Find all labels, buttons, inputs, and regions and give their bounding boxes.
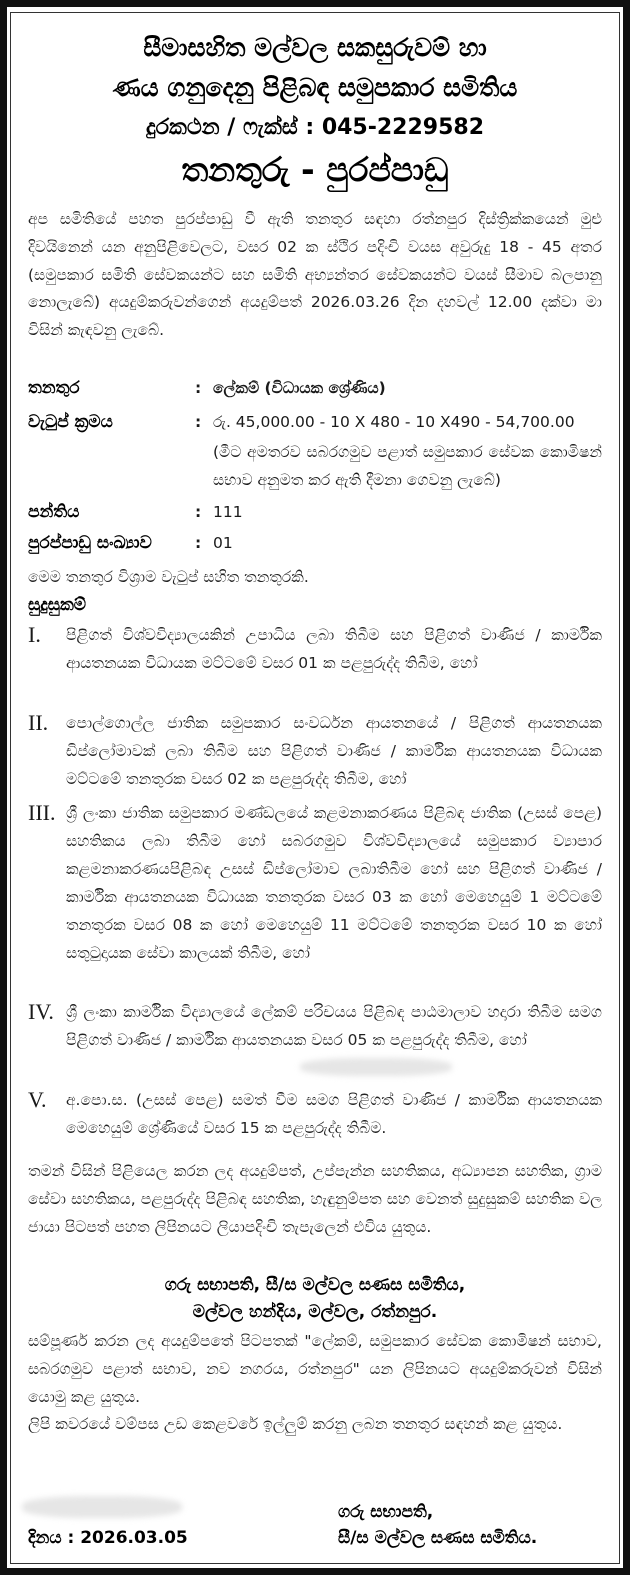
item-text: අ.පො.ස. (උසස් පෙළ) සමත් වීම සමග පිළිගත් වාණිජ / කාර්මික ආයතනයක මෙහෙයුම් ශ්‍රේණියේ වසර 15 ක පළපුරුද්ද තිබීම.	[66, 1091, 602, 1137]
date: දිනය : 2026.03.05	[28, 1528, 188, 1548]
item-text: පොල්ගොල්ල ජාතික සමුපකාර සංවර්ධන ආයතනයේ / පිළිගත් ආයතනයක ඩිප්ලෝමාවක් ලබා තිබීම සහ පිළිගත් වාණිජ / කාර්මික ආයතනයක විධායක මට්ටමේ තනතුරක වසර 02 ක පළපුරුද්ද තිබීම, හෝ	[66, 714, 602, 788]
item-text: පිළිගත් විශ්වවිද්‍යාලයකින් උපාධිය ලබා තිබීම සහ පිළිගත් වාණිජ / කාර්මික ආයතනයක විධායක මට්ටමේ වසර 01 ක පළපුරුද්ද තිබීම, හෝ	[66, 626, 602, 672]
org-name-line2: ණය ගනුදෙනු පිළිබඳ සමුපකාර සමිතිය	[112, 73, 518, 102]
item-number: II.	[28, 710, 49, 735]
item-number: I.	[28, 622, 41, 647]
address-line2: මල්වල හන්දිය, මල්වල, රත්නපුර.	[192, 1302, 438, 1322]
item-number: V.	[28, 1087, 47, 1112]
post-label: තනතුර	[28, 378, 80, 398]
address-line1: ගරු සභාපති, සී/ස මල්වල සණස සමිතිය,	[164, 1275, 466, 1295]
redacted-signature-blur	[22, 1496, 182, 1518]
colon: :	[195, 379, 202, 397]
post-row	[28, 374, 602, 402]
item-text: ශ්‍රී ලංකා ජාතික සමුපකාර මණ්ඩලයේ කළමනාකරණය පිළිබඳ ජාතික (උසස් පෙළ) සහතිකය ලබා තිබීම හෝ සබරගමුව විශ්වවිද්‍යාලයේ සමුපකාර ව්‍යාපාර කළමනාකරණයපිළිබඳ උසස් ඩිප්ලෝමාව ලබාතිබීම හෝ සහ පිළිගත් වාණිජ / කාර්මික ආයතනයක විධායක තනතුරක වසර 03 ක හෝ මෙහෙයුම් 1 මට්ටමේ තනතුරක වසර 08 ක හෝ මෙහෙයුම් 11 මට්ටමේ තනතුරක වසර 10 ක හෝ සතුටුදායක සේවා කාලයක් තිබීම, හෝ	[66, 804, 602, 962]
salary-row	[28, 408, 602, 498]
vacancies-label: පුරප්පාඩු සංඛ්‍යාව	[28, 533, 152, 553]
intro-paragraph: අප සමිතියේ පහත පුරප්පාඩු වී ඇති තනතුර සඳහා රත්නපුර දිස්ත්‍රික්කයෙන් මුළු දිවයිනෙන් යන අනුපිළිවෙලට, වසර 02 ක ස්ථිර පදිංචි වයස අවුරුදු 18 - 45 අතර (සමුපකාර සමිති සේවකයන්ට සහ සමිති අභ්‍යන්තර සේවකයන්ට වයස් සීමාව බලපානු නොලැබේ) අයදුම්කරුවන්ගෙන් අයදුම්පත් 2026.03.26 දින දහවල් 12.00 දක්වා මා විසින් කැඳවනු ලැබේ.	[28, 210, 602, 340]
copy-note: සම්පූර්ණ කරන ලද අයදුම්පතේ පිටපතක් "ලේකම්, සමුපකාර සේවක කොමිෂන් සභාව, සබරගමුව පළාත් සභාව, නව නගරය, රත්නපුර" යන ලිපිනයට අයදුම්කරුවන් විසින් යොමු කළ යුතුය.	[28, 1332, 602, 1406]
redacted-blur	[300, 1058, 452, 1076]
envelope-note: ලිපි කවරයේ වම්පස උඩ කෙළවරේ ඉල්ලුම් කරනු ලබන තනතුර සඳහන් කළ යුතුය.	[28, 1415, 563, 1433]
qualifications-heading: සුදුසුකම්	[28, 595, 87, 615]
class-value: 111	[213, 503, 243, 521]
phone-fax: දුරකථන / ෆැක්ස් : 045-2229582	[145, 115, 485, 140]
class-label: පන්තිය	[28, 502, 80, 522]
class-row	[28, 498, 602, 526]
colon: :	[195, 413, 202, 431]
org-name-line1: සීමාසහිත මල්වල සකසුරුවම් හා	[143, 33, 487, 62]
item-number: IV.	[28, 999, 54, 1024]
salary-note: (මීට අමතරව සබරගමුව පළාත් සමුපකාර සේවක කොමිෂන් සභාව අනුමත කර ඇති දීමනා ගෙවනු ලැබේ)	[213, 443, 602, 489]
signatory-org: සී/ස මල්වල සණස සමිතිය.	[338, 1528, 538, 1548]
vacancies-value: 01	[213, 534, 233, 552]
post-value: ලේකම් (විධායක ශ්‍රේණිය)	[213, 379, 386, 397]
documents-note: තමන් විසින් පිළියෙල කරන ලද අයදුම්පත්, උප්පැන්න සහතිකය, අධ්‍යාපන සහතික, ග්‍රාම සේවා සහතිකය, පළපුරුද්ද පිළිබඳ සහතික, හැඳුනුම්පත සහ වෙනත් සුදුසුකම් සහතික වල ජායා පිටපත් පහත ලිපිනයට ලියාපදිංචි තැපැලෙන් එවිය යුතුය.	[28, 1162, 602, 1236]
item-number: III.	[28, 800, 56, 825]
vacancies-row	[28, 529, 602, 557]
signatory-title: ගරු සභාපති,	[338, 1502, 434, 1522]
pension-note: මෙම තනතුර විශ්‍රාම වැටුප් සහිත තනතුරකි.	[28, 568, 309, 586]
salary-value: රු. 45,000.00 - 10 X 480 - 10 X490 - 54,700.00	[213, 413, 575, 431]
colon: :	[195, 534, 202, 552]
ad-title: තනතුරු - පුරප්පාඩු	[181, 150, 449, 189]
colon: :	[195, 503, 202, 521]
item-text: ශ්‍රී ලංකා කාර්මික විද්‍යාලයේ ලේකම් පරිචයය පිළිබඳ පාඨමාලාව හදාරා තිබීම සමග පිළිගත් වාණිජ / කාර්මික ආයතනයක වසර 05 ක පළපුරුද්ද තිබීම, හෝ	[66, 1003, 602, 1049]
salary-label: වැටුප් ක්‍රමය	[28, 412, 113, 432]
